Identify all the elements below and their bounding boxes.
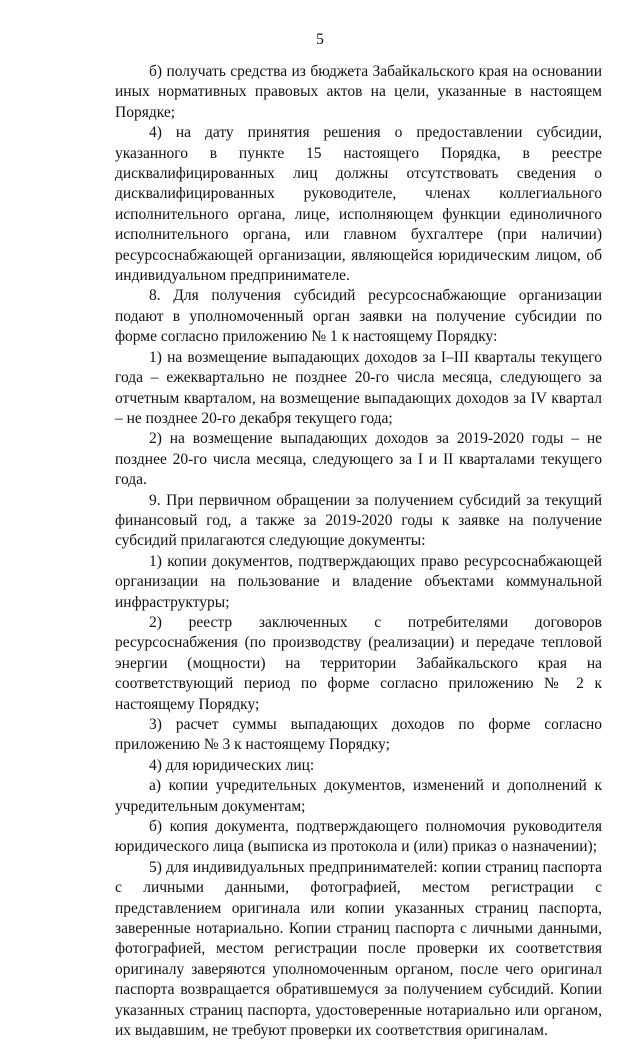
page-number: 5 — [316, 31, 324, 48]
paragraph-9: 9. При первичном обращении за получением субсидий за текущий финансовый год, а также за 2019-2020 годы к заявке на получение субсидий прилагаются следующие документы: — [115, 491, 602, 550]
paragraph-9-4: 4) для юридических лиц: — [149, 756, 315, 774]
paragraph-9-2: 2) реестр заключенных с потребителями договоров ресурсоснабжения (по производству (реализации) и передаче тепловой энергии (мощности) на территории Забайкальского края на соответствующий период по форме согласно приложению № 2 к настоящему Порядку; — [115, 613, 602, 713]
paragraph-8-2: 2) на возмещение выпадающих доходов за 2019-2020 годы – не позднее 20-го числа месяца, следующего за I и II кварталами текущего года. — [115, 430, 602, 489]
paragraph-8: 8. Для получения субсидий ресурсоснабжающие организации подают в уполномоченный орган заявки на получение субсидии по форме согласно приложению № 1 к настоящему Порядку: — [115, 287, 602, 346]
paragraph-8-1: 1) на возмещение выпадающих доходов за I–III кварталы текущего года – ежеквартально не позднее 20-го числа месяца, следующего за отчетным кварталом, на возмещение выпадающих доходов за IV квартал – не позднее 20-го декабря текущего года; — [115, 348, 602, 427]
document-body — [115, 62, 602, 1042]
paragraph-3b: б) получать средства из бюджета Забайкальского края на основании иных нормативных правовых актов на цели, указанные в настоящем Порядке; — [115, 63, 602, 121]
paragraph-9-3: 3) расчет суммы выпадающих доходов по форме согласно приложению № 3 к настоящему Порядку; — [115, 716, 602, 754]
paragraph-9-1: 1) копии документов, подтверждающих право ресурсоснабжающей организации на пользование и владение объектами коммунальной инфраструктуры; — [115, 552, 602, 611]
paragraph-9-5: 5) для индивидуальных предпринимателей: копии страниц паспорта с личными данными, фотографией, местом регистрации с представлением оригинала или копии указанных страниц паспорта, заверенные нотариально. Копии страниц паспорта с личными данными, фотографией, местом регистрации после проверки их соответствия оригиналу заверяются уполномоченным органом, после чего оригинал паспорта возвращается обратившемуся за получением субсидий. Копии указанных страниц паспорта, удостоверенные нотариально или органом, их выдавшим, не требуют проверки их соответствия оригиналам. — [115, 858, 602, 1040]
paragraph-9-4a: а) копии учредительных документов, изменений и дополнений к учредительным документам; — [115, 777, 602, 815]
paragraph-9-4b: б) копия документа, подтверждающего полномочия руководителя юридического лица (выписка из протокола и (или) приказ о назначении); — [115, 818, 602, 856]
paragraph-4: 4) на дату принятия решения о предоставлении субсидии, указанного в пункте 15 настоящего Порядка, в реестре дисквалифицированных лиц должны отсутствовать сведения о дисквалифицированных руководителе, членах коллегиального исполнительного органа, лице, исполняющем функции единоличного исполнительного органа, или главном бухгалтере (при наличии) ресурсоснабжающей организации, являющейся юридическим лицом, об индивидуальном предпринимателе. — [115, 124, 602, 285]
